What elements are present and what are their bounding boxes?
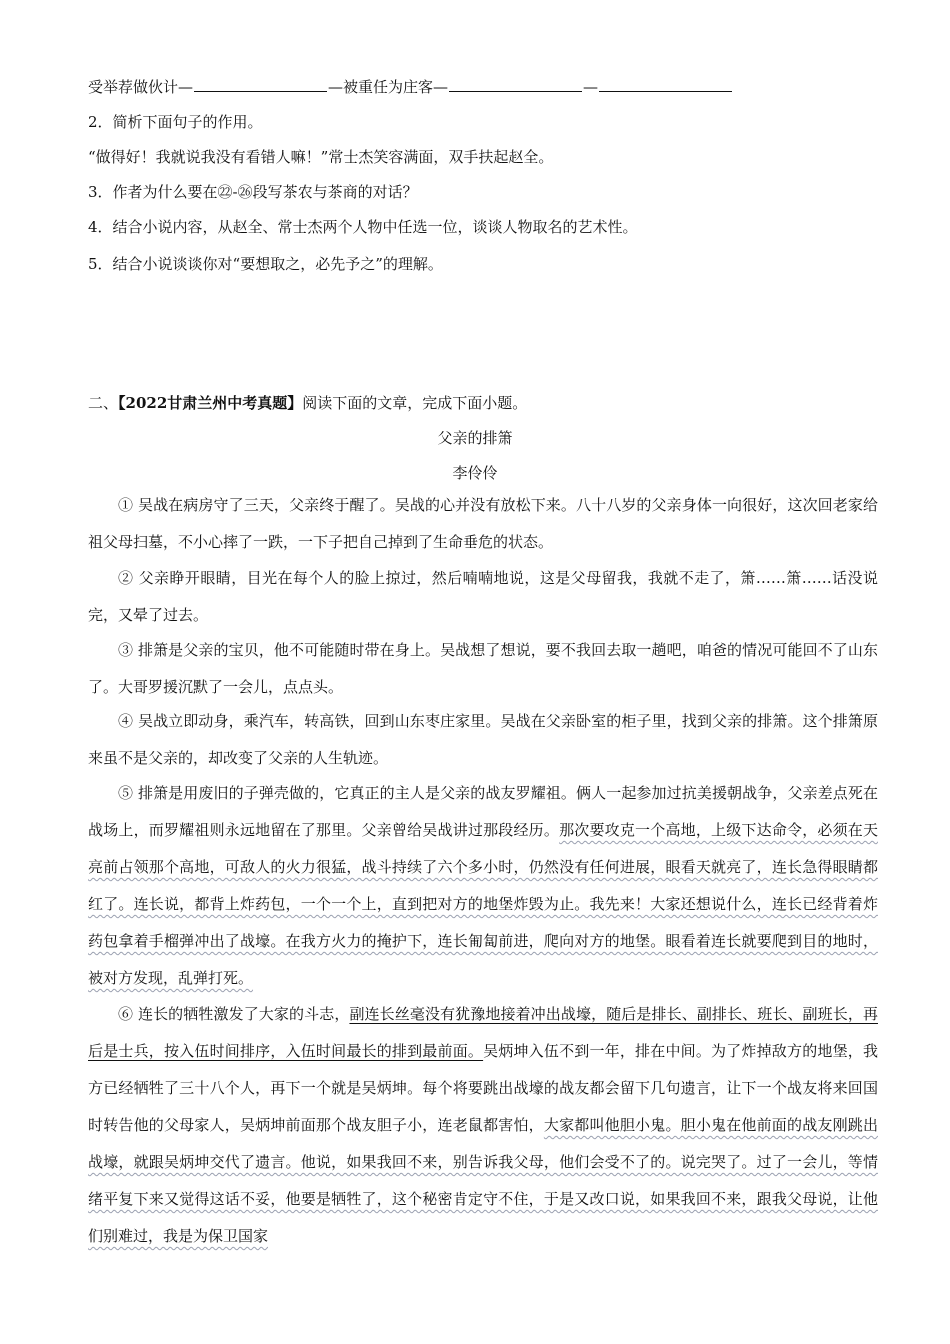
paragraph-2: ② 父亲睁开眼睛，目光在每个人的脸上掠过，然后喃喃地说，这是父母留我，我就不走了，箫……箫……话没说完，又晕了过去。 — [88, 569, 878, 624]
question-2-quote: “做得好！我就说我没有看错人嘛！”常士杰笑容满面，双手扶起赵全。 — [88, 148, 554, 166]
answer-blank-3[interactable] — [599, 77, 732, 92]
paragraph-6-text-c: 吴炳坤入伍不到一年，排在中间。为了炸掉敌方的地堡，我方已经牺牲了三十八个人，再下一个就是吴炳坤。每个将要跳出战壕的战友都会留下几句遗言，让下一个战友将来回国时转告他的父母家人，吴炳坤前面那个战友胆子小，连老鼠都害怕， — [88, 1042, 878, 1134]
section-2-source: 【2022甘肃兰州中考真题】 — [118, 394, 303, 412]
paragraph-6-text-a: ⑥ 连长的牺牲激发了大家的斗志， — [118, 1005, 350, 1023]
answer-blank-2[interactable] — [449, 77, 582, 92]
question-4: 4．结合小说内容，从赵全、常士杰两个人物中任选一位，谈谈人物取名的艺术性。 — [88, 218, 638, 236]
question-1-mid: —被重任为庄客— — [328, 78, 449, 96]
article-author: 李伶伶 — [452, 464, 498, 482]
question-1-sep: — — [583, 78, 599, 96]
paragraph-6-underlined: 副连长丝毫没有犹豫地接着冲出战壕，随后是排长、副排长、班长、副班长，再后是士兵，按入伍时间排序，入伍时间最长的排到最前面。 — [88, 1005, 878, 1060]
question-2: 2．简析下面句子的作用。 — [88, 113, 263, 131]
paragraph-6 — [88, 996, 878, 1255]
paragraph-5-wavy-underlined: 那次要攻克一个高地，上级下达命令，必须在天亮前占领那个高地，可敌人的火力很猛，战斗持续了六个多小时，仍然没有任何进展，眼看天就亮了，连长急得眼睛都红了。连长说，都背上炸药包，一个一个上，直到把对方的地堡炸毁为止。我先来！大家还想说什么，连长已经背着炸药包拿着手榴弹冲出了战壕。在我方火力的掩护下，连长匍匐前进，爬向对方的地堡。眼看着连长就要爬到目的地时，被对方发现，乱弹打死。 — [88, 821, 878, 987]
section-2-prefix: 二、 — [88, 394, 119, 412]
section-2-heading — [88, 393, 527, 413]
paragraph-6-wavy-underlined: 大家都叫他胆小鬼。胆小鬼在他前面的战友刚跳出战壕，就跟吴炳坤交代了遗言。他说，如果我回不来，别告诉我父母，他们会受不了的。说完哭了。过了一会儿，等情绪平复下来又觉得这话不妥，他要是牺牲了，这个秘密肯定守不住，于是又改口说，如果我回不来，跟我父母说，让他们别难过，我是为保卫国家 — [88, 1116, 878, 1245]
paragraph-1: ① 吴战在病房守了三天，父亲终于醒了。吴战的心并没有放松下来。八十八岁的父亲身体一向很好，这次回老家给祖父母扫墓，不小心摔了一跌，一下子把自己掉到了生命垂危的状态。 — [88, 496, 878, 551]
question-1-prefix: 受举荐做伙计— — [88, 78, 194, 96]
paragraph-5 — [88, 775, 878, 997]
paragraph-4: ④ 吴战立即动身，乘汽车，转高铁，回到山东枣庄家里。吴战在父亲卧室的柜子里，找到父亲的排箫。这个排箫原来虽不是父亲的，却改变了父亲的人生轨迹。 — [88, 712, 878, 767]
paragraph-3: ③ 排箫是父亲的宝贝，他不可能随时带在身上。吴战想了想说，要不我回去取一趟吧，咱爸的情况可能回不了山东了。大哥罗援沉默了一会儿，点点头。 — [88, 641, 878, 696]
question-5: 5．结合小说谈谈你对“要想取之，必先予之”的理解。 — [88, 255, 443, 273]
section-2-instruction: 阅读下面的文章，完成下面小题。 — [302, 394, 528, 412]
paragraph-5-text: ⑤ 排箫是用废旧的子弹壳做的，它真正的主人是父亲的战友罗耀祖。俩人一起参加过抗美援朝战争，父亲差点死在战场上，而罗耀祖则永远地留在了那里。父亲曾给吴战讲过那段经历。 — [88, 784, 878, 839]
article-title: 父亲的排箫 — [437, 429, 513, 447]
question-1-line — [88, 77, 733, 97]
question-3: 3．作者为什么要在㉒-㉖段写茶农与茶商的对话？ — [88, 183, 418, 201]
answer-blank-1[interactable] — [194, 77, 327, 92]
